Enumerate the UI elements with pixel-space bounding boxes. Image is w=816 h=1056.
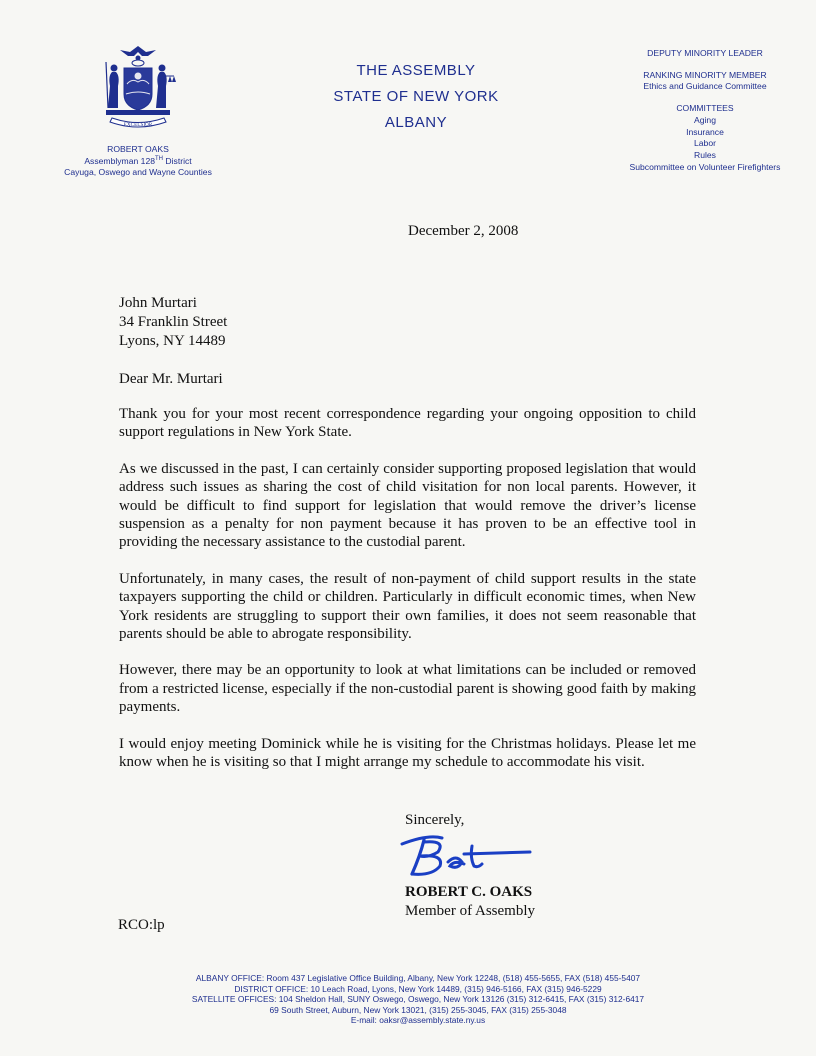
address-line: John Murtari (119, 295, 197, 311)
footer-line: SATELLITE OFFICES: 104 Sheldon Hall, SUNY Oswego, Oswego, New York 13126 (315) 312-6415, FAX (315) 312-6417 (191, 994, 645, 1005)
committee-item: Aging (694, 114, 716, 125)
footer-line: ALBANY OFFICE: Room 437 Legislative Office Building, Albany, New York 12248, (518) 455-5655, FAX (518) 455-5407 (195, 973, 641, 983)
committee-item: Subcommittee on Volunteer Firefighters (629, 161, 781, 172)
assembly-heading-line: THE ASSEMBLY (356, 62, 476, 79)
member-counties: Cayuga, Oswego and Wayne Counties (64, 167, 212, 177)
committee-item: Insurance (686, 126, 724, 137)
signer-title: Member of Assembly (405, 903, 535, 919)
member-district: Assemblyman 128TH District (84, 155, 192, 166)
member-info (40, 144, 236, 179)
assembly-heading-line: ALBANY (384, 114, 448, 131)
typist-initials: RCO:lp (118, 917, 165, 933)
committee-item: Labor (694, 138, 716, 149)
assembly-heading-line: STATE OF NEW YORK (333, 88, 499, 105)
address-line: Lyons, NY 14489 (119, 333, 226, 349)
body-paragraph: However, there may be an opportunity to look at what limitations can be included or removed from a restricted license, especially if the non-custodial parent is showing good faith by making payments. (119, 662, 696, 716)
member-name: ROBERT OAKS (107, 144, 169, 154)
signer-name: ROBERT C. OAKS (405, 884, 533, 900)
handwritten-signature (398, 832, 538, 880)
salutation: Dear Mr. Murtari (119, 371, 223, 387)
deputy-title: DEPUTY MINORITY LEADER (647, 48, 763, 58)
member-roles (600, 48, 810, 173)
address-line: 34 Franklin Street (119, 314, 228, 330)
new-york-state-seal (90, 42, 186, 138)
assembly-heading (270, 58, 562, 136)
body-paragraph: Thank you for your most recent correspondence regarding your ongoing opposition to child support regulations in New York State. (119, 406, 696, 441)
body-paragraph: Unfortunately, in many cases, the result of non-payment of child support results in the state taxpayers supporting the child or children. Particularly in difficult economic times, when New York residents are struggling to support their own families, it does not seem reasonable that parents should be able to abrogate responsibility. (119, 570, 696, 643)
closing: Sincerely, (405, 812, 465, 828)
footer-email: E-mail: oaksr@assembly.state.ny.us (350, 1015, 486, 1026)
body-paragraph: I would enjoy meeting Dominick while he is visiting for the Christmas holidays. Please let me know when he is visiting so that I might arrange my schedule to accommodate his visit. (119, 735, 696, 771)
body-paragraph: As we discussed in the past, I can certainly consider supporting proposed legislation that would address such issues as sharing the cost of child visitation for non local parents. However, it would be difficult to find support for legislation that would remove the driver’s license suspension as a penalty for non payment because it has proven to be an effective tool in providing the necessary assistance to the custodial parent. (119, 460, 696, 551)
letter-date: December 2, 2008 (408, 223, 519, 239)
signer-block (405, 883, 535, 921)
footer-line: 69 South Street, Auburn, New York 13021, (315) 255-3045, FAX (315) 255-3048 (269, 1004, 567, 1015)
letter-body (119, 405, 696, 790)
recipient-address (119, 294, 227, 351)
committee-item: Rules (694, 149, 716, 160)
seal-motto: EXCELSIOR (123, 122, 153, 128)
ranking-committee: Ethics and Guidance Committee (643, 81, 767, 92)
ranking-title: RANKING MINORITY MEMBER (643, 69, 767, 80)
committees-heading: COMMITTEES (676, 103, 734, 114)
footer-line: DISTRICT OFFICE: 10 Leach Road, Lyons, New York 14489, (315) 946-5166, FAX (315) 946-5229 (234, 983, 602, 994)
office-footer (120, 973, 716, 1026)
